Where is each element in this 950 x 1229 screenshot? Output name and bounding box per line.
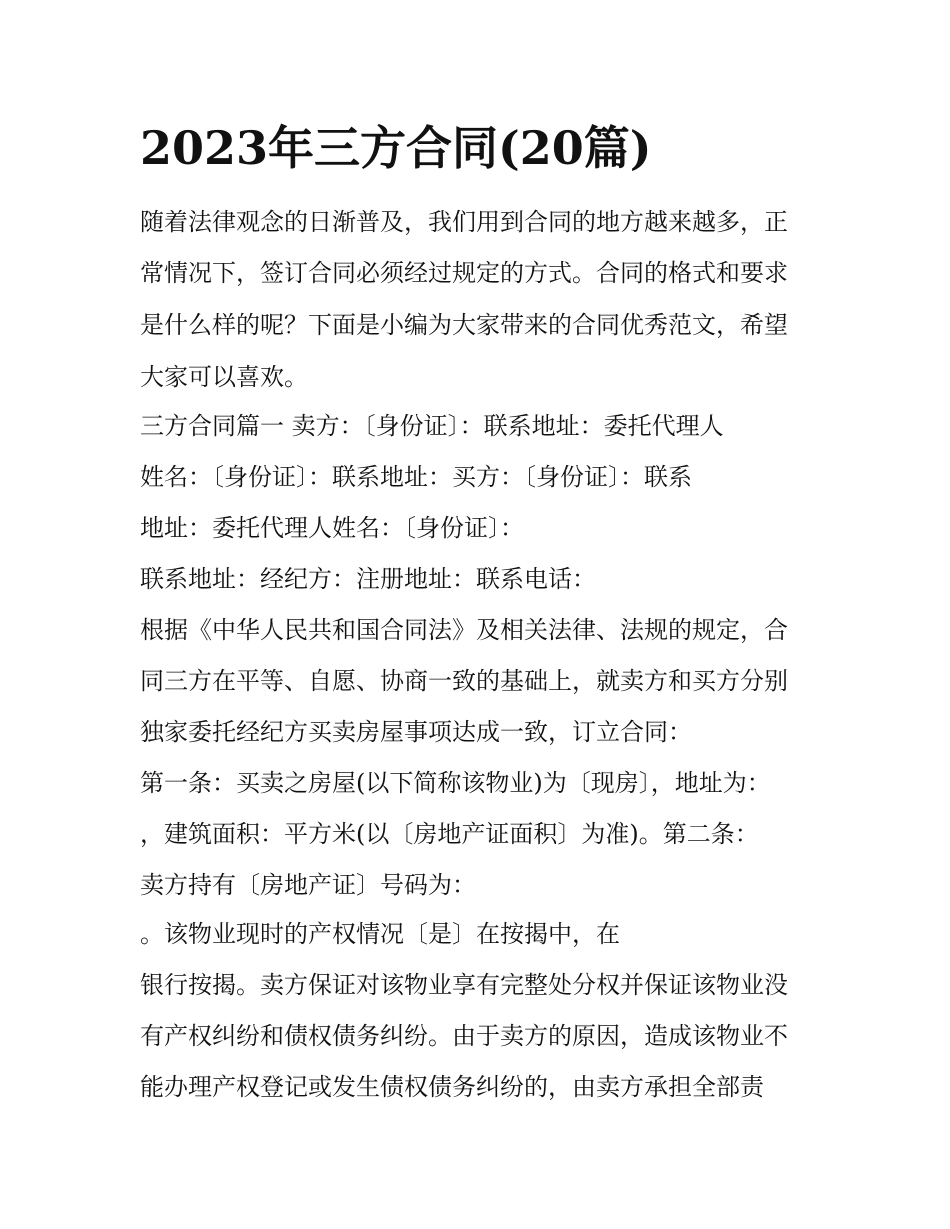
- paragraph-line: 联系地址：经纪方：注册地址：联系电话：: [140, 565, 596, 593]
- paragraph-line: 大家可以喜欢。: [140, 363, 308, 391]
- paragraph-line: 随着法律观念的日渐普及，我们用到合同的地方越来越多，正: [140, 208, 788, 236]
- paragraph-line: 独家委托经纪方买卖房屋事项达成一致，订立合同：: [140, 718, 692, 746]
- paragraph-line: 能办理产权登记或发生债权债务纠纷的，由卖方承担全部责: [140, 1073, 764, 1101]
- paragraph-line: 是什么样的呢？下面是小编为大家带来的合同优秀范文，希望: [140, 311, 788, 339]
- paragraph-line: 同三方在平等、自愿、协商一致的基础上，就卖方和买方分别: [140, 667, 788, 695]
- paragraph-line: 姓名：〔身份证〕：联系地址：买方：〔身份证〕：联系: [140, 463, 692, 491]
- document-title: 2023年三方合同(20篇): [140, 121, 652, 175]
- paragraph-line: 三方合同篇一 卖方：〔身份证〕：联系地址：委托代理人: [140, 412, 724, 440]
- paragraph-line: 有产权纠纷和债权债务纠纷。由于卖方的原因，造成该物业不: [140, 1022, 788, 1050]
- paragraph-line: ，建筑面积：平方米(以〔房地产证面积〕为准)。第二条：: [140, 820, 759, 848]
- paragraph-line: 银行按揭。卖方保证对该物业享有完整处分权并保证该物业没: [140, 971, 788, 999]
- paragraph-line: 常情况下，签订合同必须经过规定的方式。合同的格式和要求: [140, 259, 788, 287]
- paragraph-line: 。该物业现时的产权情况〔是〕在按揭中，在: [140, 920, 620, 948]
- paragraph-line: 第一条：买卖之房屋(以下简称该物业)为〔现房〕，地址为：: [140, 769, 771, 797]
- paragraph-line: 根据《中华人民共和国合同法》及相关法律、法规的规定，合: [140, 616, 788, 644]
- paragraph-line: 地址：委托代理人姓名：〔身份证〕：: [140, 514, 524, 542]
- paragraph-line: 卖方持有〔房地产证〕号码为：: [140, 871, 476, 899]
